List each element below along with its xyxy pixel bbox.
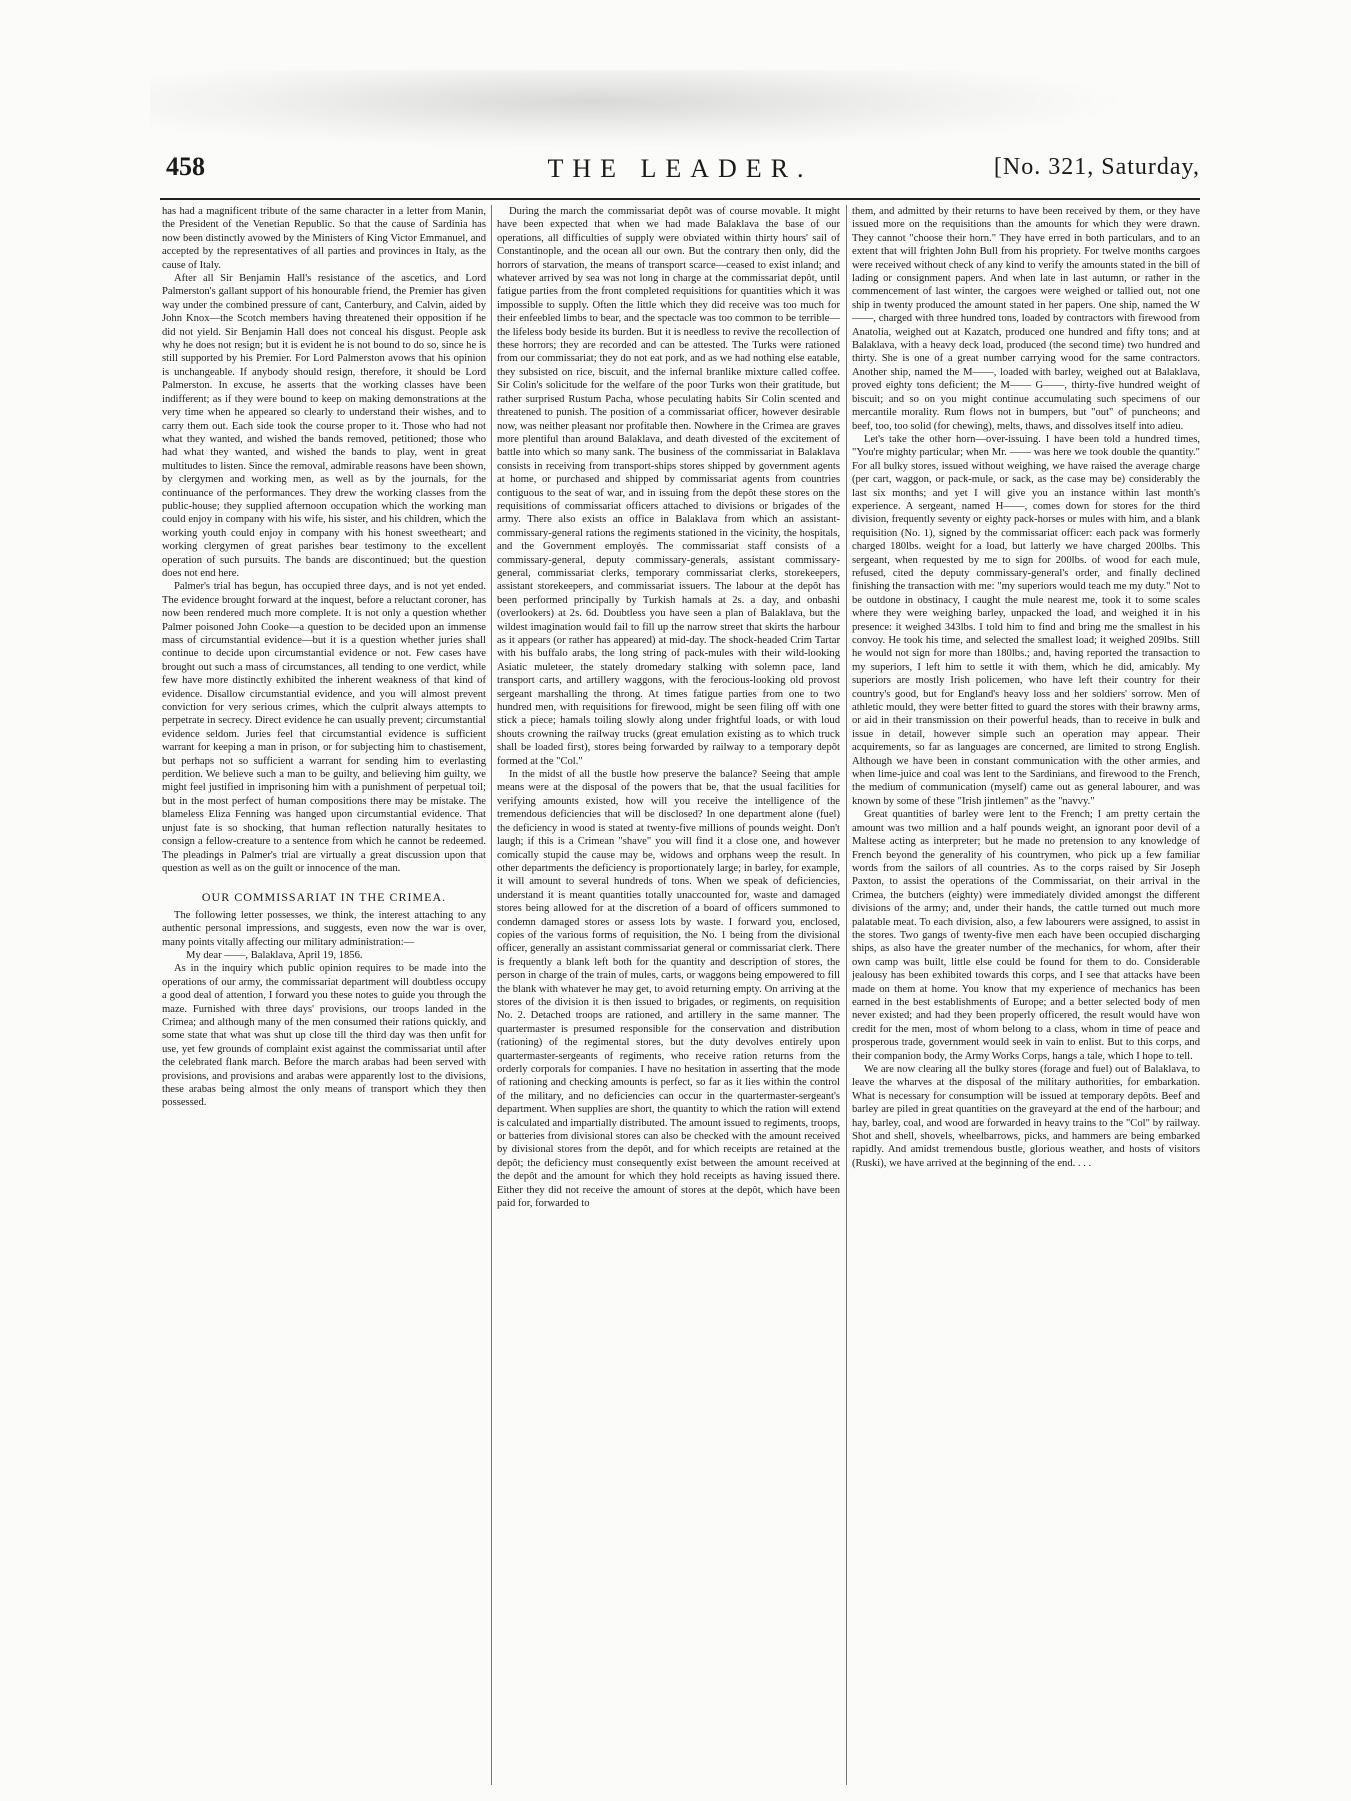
paragraph: them, and admitted by their returns to have been received by them, or they have issued more on the requisitions than the amounts for which they were drawn. They cannot "choose their horn." They have erred in both particulars, and to an extent that will frighten John Bull from his propriety. For twelve months cargoes were received without check of any kind to verify the amounts stated in the bill of lading or consignment papers. And when late in last autumn, or rather in the commencement of last winter, the cargoes were weighed or tallied out, not one ship in twenty produced the amount stated in her papers. One ship, named the W——, charged with three hundred tons, loaded by contractors with firewood from Anatolia, weighed out at Kazatch, produced one hundred and fifty tons; and at Balaklava, with a heavy deck load, produced (the second time) two hundred and thirty. She is one of a great number carrying wood for the same contractors. Another ship, named the M——, loaded with barley, weighed out at Balaklava, proved eighty tons deficient; the M—— G——, thirty-five hundred weight of biscuit; and so on you might continue accumulating such specimens of our mercantile morality. Rum flows not in bumpers, but "out" of puncheons; and beef, too, too solid (for chewing), melts, thaws, and dissolves itself into adieu. <box>852 206 1200 432</box>
column-3 <box>852 205 1200 1785</box>
letter-salutation: My dear ——, Balaklava, April 19, 1856. <box>186 949 363 961</box>
paragraph: Let's take the other horn—over-issuing. I have been told a hundred times, "You're mighty particular; when Mr. —— was here we took double the quantity." For all bulky stores, issued without weighing, we have raised the average charge (per cart, waggon, or pack-mule, or sack, as the case may be) considerably the last six months; and yet I will give you an instance within last month's experience. A sergeant, named H——, comes down for stores for the third division, frequently seventy or eighty pack-horses or mules with him, and a blank requisition (No. 1), signed by the commissariat officer: each pack was formerly charged 180lbs. weight for a load, but latterly we have charged 200lbs. This sergeant, when requested by me to sign for 200lbs. of wood for each mule, refused, cited the deputy commissary-general's order, and finally declined finishing the transaction with me: "my superiors would teach me my duty." Not to be outdone in obstinacy, I caught the mule nearest me, took it to some scales where they were weighing barley, unpacked the load, and weighed it in his presence: it weighed 343lbs. I told him to find and bring me the smallest in his convoy. He took his time, and selected the smallest load; it weighed 209lbs. Still he would not sign for more than 180lbs.; and, having reported the transaction to my superiors, I left him to settle it with them, which he did, amicably. My superiors are mostly Irish policemen, who have left their country for their country's good, but for England's heavy loss and her soldiers' sorrow. Men of athletic mould, they were better fitted to guard the stores with their brawny arms, or aid in their transmission on their powerful heads, than to receive in bulk and issue in detail, however simple such an operation may appear. Their acquirements, so far as languages are concerned, are limited to strong English. Although we have been in constant communication with the other armies, and when lime-juice and coal was lent to the Sardinians, and firewood to the French, the medium of communication (myself) came out as general labourer, and was known by some of these "Irish jintlemen" as the "navvy." <box>852 433 1200 807</box>
paragraph: After all Sir Benjamin Hall's resistance of the ascetics, and Lord Palmerston's gallant support of his honourable friend, the Premier has given way under the combined pressure of cant, Canterbury, and Calvin, aided by John Knox—the Scotch members having threatened their opposition if he did not yield. Sir Benjamin Hall does not conceal his disgust. People ask why he does not resign; but it is evident he is not bound to do so, since he is still supported by his Premier. For Lord Palmerston avows that his opinion is unchangeable. If anybody should resign, therefore, it should be Lord Palmerston. In excuse, he asserts that the working classes have been indifferent; as if they were bound to keep on making demonstrations at the very time when he appeared so clearly to understand their wishes, and to carry them out. Each side took the course proper to it. Those who had not what they wanted, and wished the bands removed, petitioned; those who had what they wanted, and wished the bands to play, went in great multitudes to listen. Since the removal, admirable reasons have been shown, by clergymen and working men, as well as by the journals, for the continuance of the performances. They drew the working classes from the public-house; they supplied afternoon occupation which the working man could enjoy in company with his wife, his sister, and his children, which the working youth could enjoy in company with his honest sweetheart; and working clergymen of great parishes bear testimony to the excellent operation of such pursuits. The bands are discontinued; but the question does not end here. <box>162 273 486 579</box>
paragraph: We are now clearing all the bulky stores (forage and fuel) out of Balaklava, to leave the wharves at the disposal of the military authorities, for embarkation. What is necessary for consumption will be issued at temporary depôts. Beef and barley are piled in great quantities on the graveyard at the end of the harbour; and hay, barley, coal, and wood are forwarded in heavy trains to the "Col" by railway. Shot and shell, shovels, wheelbarrows, picks, and hammers are being embarked rapidly. And amidst tremendous bustle, glorious weather, and hosts of visitors (Ruski), we have arrived at the beginning of the end. . . . <box>852 1064 1200 1169</box>
column-divider <box>491 205 492 1785</box>
column-divider <box>846 205 847 1785</box>
paragraph: During the march the commissariat depôt was of course movable. It might have been expected that when we had made Balaklava the base of our operations, all difficulties of supply were obviated within thirty hours' sail of Constantinople, and the ocean all our own. But the contrary then only, did the horrors of starvation, the means of transport scarce—ceased to exist inland; and whatever arrived by sea was not long in charge at the commissariat depôt, until fatigue parties from the front completed requisitions for quantities which it was impossible to supply. Often the little which they did receive was too much for their enfeebled limbs to bear, and the spectacle was too common to be terrible—the lifeless body beside its burden. But it is needless to revive the recollection of these horrors; they are recorded and can be attested. The Turks were rationed from our commissariat; they do not eat pork, and as we had nothing else eatable, they subsisted on rice, biscuit, and the infernal branlike mixture called coffee. Sir Colin's solicitude for the welfare of the poor Turks won their gratitude, but rather surprised Rustum Pacha, whose peculating habits Sir Colin scented and threatened to punish. The position of a commissariat officer, however desirable now, was neither pleasant nor profitable then. Nowhere in the Crimea are graves more plentiful than around Balaklava, and death divested of the excitement of battle into which so many sank. The business of the commissariat in Balaklava consists in receiving from transport-ships stores shipped by government agents at home, or purchased and shipped by commissariat agents from countries contiguous to the seat of war, and in issuing from the depôt these stores on the requisitions of commissariat officers attached to divisions or brigades of the army. There also exists an office in Balaklava from which an assistant-commissary-general rations the regiments stationed in the vicinity, the hospitals, and the Government employés. The commissariat staff consists of a commissary-general, deputy commissary-generals, assistant commissary-general, commissariat clerks, temporary commissariat clerks, storekeepers, assistant storekeepers, and commissariat issuers. The labour at the depôt has been performed principally by Turkish hamals at 2s. a day, and onbashi (overlookers) at 2s. 6d. Doubtless you have seen a plan of Balaklava, but the wildest imagination would fail to fill up the narrow street that skirts the harbour as it appears (or rather has appeared) at mid-day. The shock-headed Crim Tartar with his buffalo arabs, the long string of pack-mules with their wild-looking Asiatic muleteer, the stately dromedary stalking with solemn pace, land transport carts, and artillery waggons, with the ferocious-looking old provost sergeant marshalling the throng. At times fatigue parties from one to two hundred men, with requisitions for firewood, might be seen filing off with one stick a piece; hamals toiling slowly along under frightful loads, or with loud shouts crowning the railway trucks (great emulation existing as to which truck shall be loaded first), stores being forwarded by railway to a temporary depôt formed at the "Col." <box>497 206 840 767</box>
header-rule <box>160 198 1200 200</box>
paragraph: has had a magnificent tribute of the same character in a letter from Manin, the President of the Venetian Republic. So that the cause of Sardinia has now been distinctly avowed by the Ministers of King Victor Emmanuel, and accepted by the representatives of all parties and provinces in Italy, as the cause of Italy. <box>162 206 486 271</box>
paragraph: Great quantities of barley were lent to the French; I am pretty certain the amount was two million and a half pounds weight, an ignorant poor devil of a Maltese acting as interpreter; but he made no pretension to any knowledge of French beyond the generality of his countrymen, who pick up a few familiar words from the sailors of all countries. As to the corps raised by Sir Joseph Paxton, to assist the operations of the Commissariat, on their arrival in the Crimea, the butchers (eighty) were immediately divided amongst the different divisions of the army; and, under their hands, the cattle turned out much more palatable meat. To each division, also, a few labourers were assigned, to assist in the stores. Two gangs of twenty-five men each have been occupied discharging ships, as also have the greater number of the mechanics, for whom, after their own camp was built, little else could be found for them to do. Considerable jealousy has been exhibited towards this corps, and I see that attacks have been made on them at home. You know that my experience of mechanics has been earned in the best establishments of Europe; and a better selected body of men never existed; and had they been properly officered, the result would have won credit for the men, most of whom belong to a class, whom in time of peace and prosperous trade, government would seek in vain to enlist. But to this corps, and their companion body, the Army Works Corps, hangs a tale, which I hope to tell. <box>852 809 1200 1062</box>
page-header <box>160 150 1200 194</box>
paragraph: Palmer's trial has begun, has occupied three days, and is not yet ended. The evidence brought forward at the inquest, before a reluctant coroner, has now been rendered much more complete. It is not only a question whether Palmer poisoned John Cooke—a question to be decided upon an immense mass of circumstantial evidence—but it is a question whether juries shall continue to decide upon circumstantial evidence or not. Few cases have brought out such a mass of circumstances, all tending to one verdict, while few have more distinctly exhibited the inherent weakness of that kind of evidence. Disallow circumstantial evidence, and you will almost prevent conviction for very serious crimes, which the culprit always attempts to perpetrate in secrecy. Direct evidence he can usually prevent; circumstantial evidence seldom. Juries feel that circumstantial evidence is sufficient warrant for keeping a man in prison, or for subjecting him to chastisement, but perhaps not so sufficient a warrant for sending him to everlasting perdition. We believe such a man to be guilty, and believing him guilty, we might feel justified in imprisoning him with a punishment of perpetual toil; but in the most perfect of human compositions there may be mistake. The blameless Eliza Fenning was hanged upon circumstantial evidence. That unjust fate is so shocking, that human reflection naturally hesitates to consign a fellow-creature to a sentence from which he cannot be redeemed. The pleadings in Palmer's trial are virtually a great discussion upon that question as well as on the guilt or innocence of the man. <box>162 581 486 874</box>
column-1 <box>162 205 486 1785</box>
article-intro: The following letter possesses, we think, the interest attaching to any authentic personal impressions, and suggests, even now the war is over, many points vitally affecting our military administration:— <box>162 909 486 948</box>
paragraph: As in the inquiry which public opinion requires to be made into the operations of our army, the commissariat department will doubtless occupy a good deal of attention, I forward you these notes to guide you through the maze. Furnished with three days' provisions, our troops landed in the Crimea; and although many of the men consumed their rations quickly, and some state that what was shut up close till the third day was then unfit for use, yet few grounds of complaint exist against the commissariat until after the celebrated flank march. Before the march arabas had been served with provisions, and provisions and arabas were apparently lost to the divisions, these arabas being almost the only means of transport which they then possessed. <box>162 963 486 1109</box>
paragraph: In the midst of all the bustle how preserve the balance? Seeing that ample means were at the disposal of the powers that be, that the usual facilities for verifying amounts existed, how will you receive the intelligence of the tremendous deficiencies that will be disclosed? In one department alone (fuel) the deficiency in wood is stated at twenty-five millions of pounds weight. Don't laugh; if this is a Crimean "shave" you will find it a close one, and however comically stupid the cause may be, widows and orphans weep the result. In other departments the deficiency is proportionately large; in barley, for example, it will amount to several hundreds of tons. When we speak of deficiencies, understand it is meant quantities totally unaccounted for, waste and damaged stores being allowed for at the discretion of a board of officers summoned to condemn damaged stores or assess lots by waste. I forward you, enclosed, copies of the various forms of requisition, the No. 1 being from the divisional officer, generally an assistant commissariat general or commissariat clerk. There is frequently a blank left both for the quantity and description of stores, the person in charge of the train of mules, carts, or waggons being empowered to fill the blank with whatever he may get, to avoid returning empty. On arriving at the stores of the division it is then issued to brigades, or regiments, on requisition No. 2. Detached troops are rationed, and artillery in the same manner. The quartermaster is presumed responsible for the conservation and distribution (rationing) of the regimental stores, but the duty devolves entirely upon quartermaster-sergeants of regiments, who receive ration returns from the orderly corporals for companies. I have no hesitation in asserting that the mode of rationing and checking amounts is perfect, so far as it lies within the control of the military, and no deficiencies can occur in the quartermaster-sergeant's department. When supplies are short, the quantity to which the ration will extend is calculated and impartially distributed. The amount issued to regiments, troops, or batteries from divisional stores can also be checked with the amount received by divisional stores from the depôt, and for which receipts are retained at the depôt; the deficiency must consequently exist between the amount received at the depôt and the amount for which they hold receipts as having issued there. Either they did not receive the amount of stores at the depôt, which have been paid for, forwarded to <box>497 769 840 1210</box>
ink-smudge <box>150 70 1130 150</box>
masthead-title: THE LEADER. <box>547 154 813 183</box>
article-heading: OUR COMMISSARIAT IN THE CRIMEA. <box>201 890 447 905</box>
column-2 <box>497 205 840 1785</box>
page-number: 458 <box>166 152 205 181</box>
issue-info: [No. 321, Saturday, <box>993 154 1200 180</box>
